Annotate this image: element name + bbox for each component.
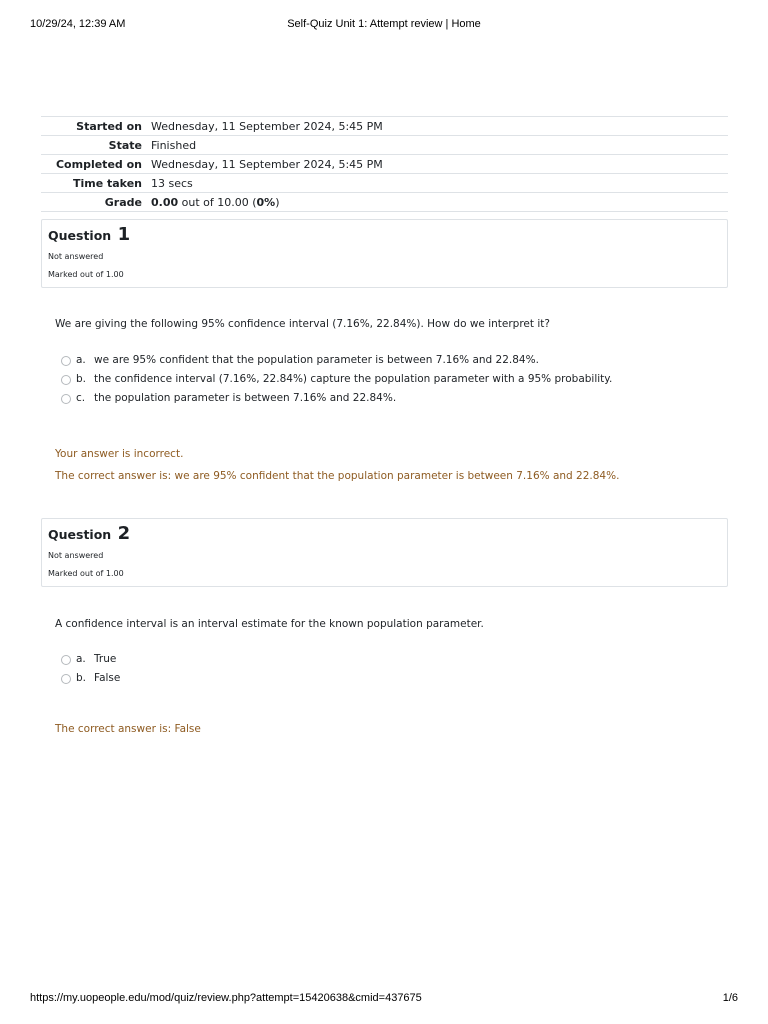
summary-label: Grade (104, 195, 142, 209)
radio-button[interactable] (61, 655, 71, 665)
question-number (48, 523, 130, 544)
print-url: https://my.uopeople.edu/mod/quiz/review.php?attempt=15420638&cmid=437675 (30, 992, 422, 1004)
answer-letter: a. (76, 354, 86, 366)
summary-value: Wednesday, 11 September 2024, 5:45 PM (151, 119, 383, 133)
correct-answer-feedback: The correct answer is: we are 95% confident that the population parameter is between 7.16% and 22.84%. (55, 470, 620, 482)
question-word: Question (48, 527, 112, 542)
answer-text: the population parameter is between 7.16% and 22.84%. (94, 392, 397, 404)
print-header (0, 18, 768, 34)
print-datetime: 10/29/24, 12:39 AM (30, 18, 126, 30)
answer-letter: b. (76, 373, 87, 385)
grade-percent: 0% (256, 195, 276, 209)
answer-text: the confidence interval (7.16%, 22.84%) capture the population parameter with a 95% probability. (94, 373, 613, 385)
attempt-summary-table (41, 116, 728, 212)
grade-out-of: out of 10.00 ( (178, 195, 257, 209)
answer-text: True (94, 653, 117, 665)
summary-value: 13 secs (151, 176, 193, 190)
radio-button[interactable] (61, 356, 71, 366)
answer-letter: a. (76, 653, 86, 665)
summary-row-time-taken (41, 174, 728, 193)
question-number-value: 1 (117, 224, 131, 245)
question-text: A confidence interval is an interval estimate for the known population parameter. (55, 618, 484, 630)
answer-text: we are 95% confident that the population parameter is between 7.16% and 22.84%. (94, 354, 539, 366)
summary-row-started (41, 117, 728, 136)
answer-letter: c. (76, 392, 86, 404)
answer-text: False (94, 672, 121, 684)
question-state: Not answered (48, 252, 104, 261)
question-state: Not answered (48, 551, 104, 560)
summary-row-grade (41, 193, 728, 212)
summary-value: Wednesday, 11 September 2024, 5:45 PM (151, 157, 383, 171)
grade-score: 0.00 (151, 195, 179, 209)
summary-label: Started on (76, 119, 142, 133)
question-number-value: 2 (117, 523, 131, 544)
correct-answer-feedback: The correct answer is: False (55, 723, 201, 735)
question-text: We are giving the following 95% confidence interval (7.16%, 22.84%). How do we interpret it? (55, 318, 550, 330)
question-number (48, 224, 130, 245)
grade-close-paren: ) (275, 195, 280, 209)
summary-row-state (41, 136, 728, 155)
print-footer (0, 992, 768, 1008)
summary-label: State (108, 138, 142, 152)
print-page-number: 1/6 (722, 992, 738, 1004)
question-marked-out-of: Marked out of 1.00 (48, 270, 124, 279)
summary-label: Completed on (55, 157, 142, 171)
question-word: Question (48, 228, 112, 243)
question-info-box (41, 219, 728, 288)
radio-button[interactable] (61, 674, 71, 684)
radio-button[interactable] (61, 375, 71, 385)
summary-value: Finished (151, 138, 197, 152)
answer-letter: b. (76, 672, 87, 684)
question-marked-out-of: Marked out of 1.00 (48, 569, 124, 578)
summary-label: Time taken (72, 176, 142, 190)
question-info-box (41, 518, 728, 587)
summary-row-completed (41, 155, 728, 174)
summary-grade-value (151, 193, 728, 212)
print-page-title: Self-Quiz Unit 1: Attempt review | Home (287, 18, 481, 30)
feedback-incorrect: Your answer is incorrect. (55, 448, 184, 460)
radio-button[interactable] (61, 394, 71, 404)
